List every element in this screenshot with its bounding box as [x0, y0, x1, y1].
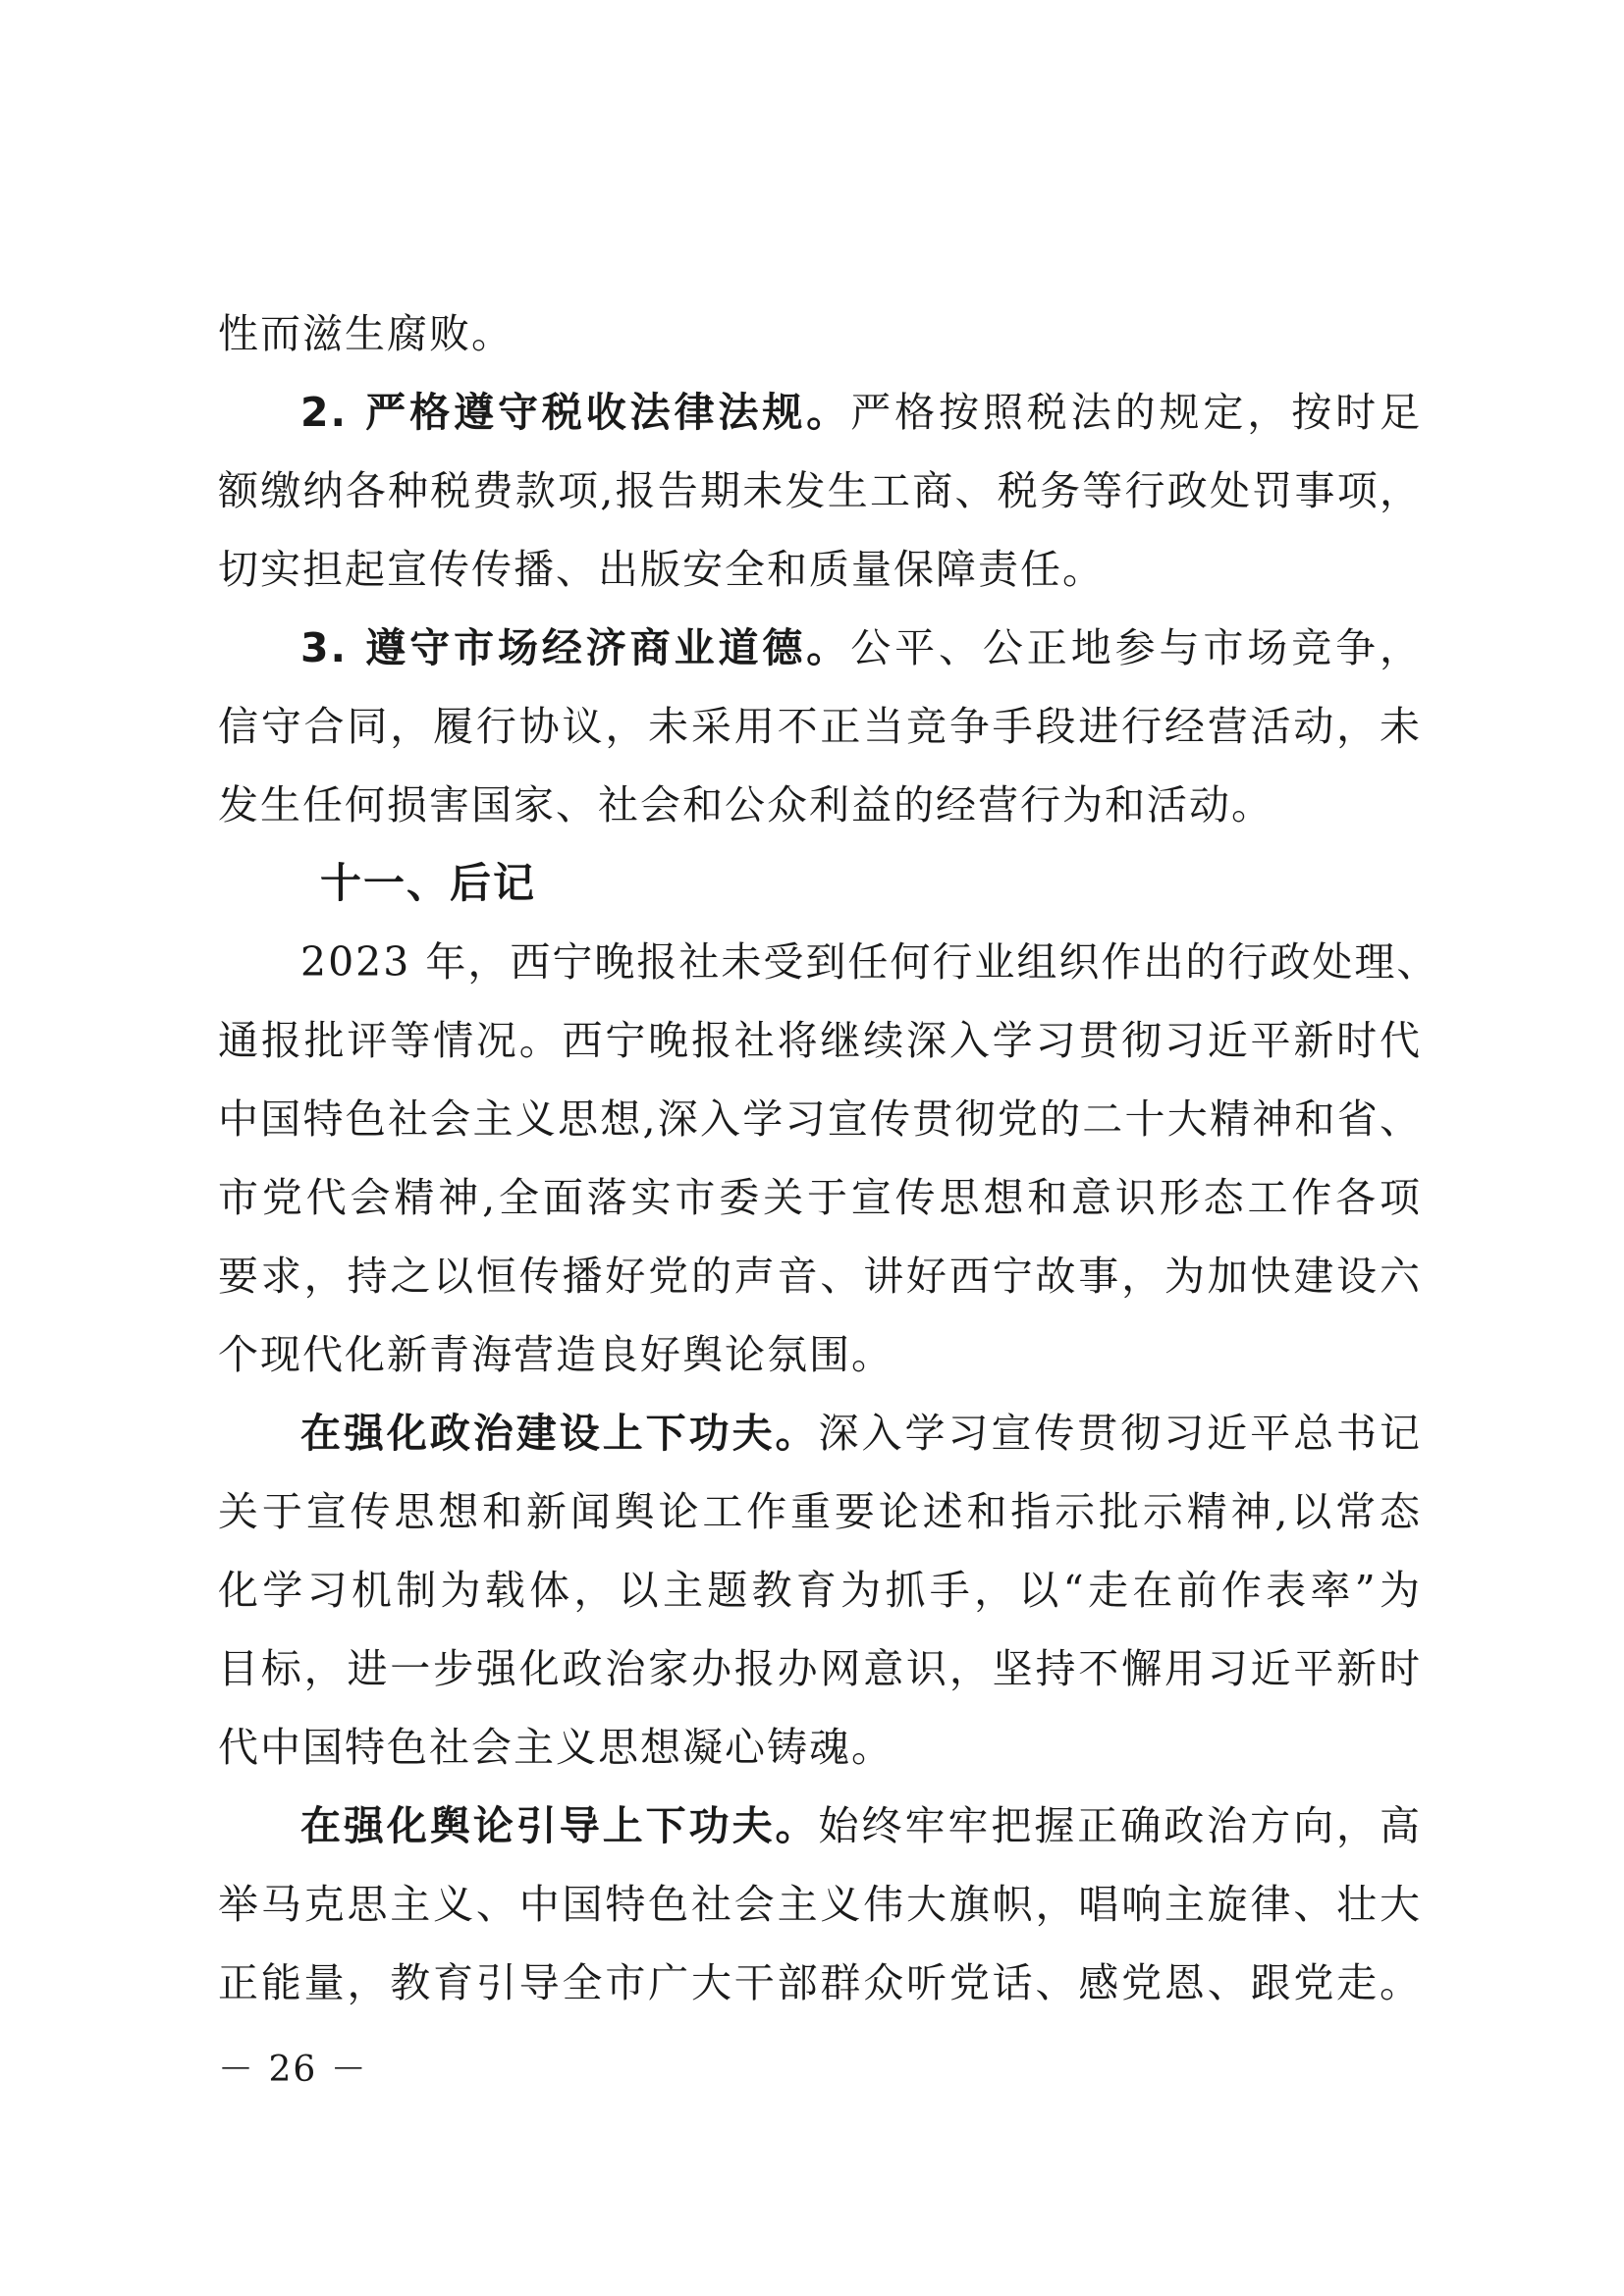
line-text: 市党代会精神,全面落实市委关于宣传思想和意识形态工作各项	[218, 1174, 1422, 1221]
line-text: 信守合同，履行协议，未采用不正当竞争手段进行经营活动，未	[218, 703, 1422, 750]
line-text: 关于宣传思想和新闻舆论工作重要论述和指示批示精神,以常态	[218, 1488, 1422, 1535]
text-line	[218, 1708, 1422, 1787]
line-text: 中国特色社会主义思想,深入学习宣传贯彻党的二十大精神和省、	[218, 1095, 1422, 1143]
text-line	[218, 1787, 1422, 1865]
text-line	[218, 1472, 1422, 1551]
section-heading: 十一、后记	[320, 859, 537, 907]
line-text: 始终牢牢把握正确政治方向，高	[818, 1802, 1423, 1849]
text-line	[218, 609, 1422, 687]
line-text: 个现代化新青海营造良好舆论氛围。	[218, 1331, 893, 1378]
line-text: 发生任何损害国家、社会和公众利益的经营行为和活动。	[218, 781, 1273, 828]
line-text: 要求，持之以恒传播好党的声音、讲好西宁故事，为加快建设六	[218, 1253, 1422, 1300]
line-text: 额缴纳各种税费款项,报告期未发生工商、税务等行政处罚事项，	[218, 467, 1422, 514]
text-line	[218, 1237, 1422, 1315]
line-text: 正能量，教育引导全市广大干部群众听党话、感党恩、跟党走。	[218, 1959, 1422, 2006]
text-line	[218, 687, 1422, 766]
text-line	[218, 923, 1439, 1001]
line-text: 公平、公正地参与市场竞争，	[850, 624, 1422, 671]
text-line	[218, 1001, 1422, 1080]
text-line	[218, 1629, 1422, 1708]
text-line	[218, 1865, 1422, 1944]
text-line	[218, 1080, 1422, 1158]
line-text: 代中国特色社会主义思想凝心铸魂。	[218, 1724, 893, 1771]
line-text: 化学习机制为载体，以主题教育为抓手，以“走在前作表率”为	[218, 1567, 1422, 1614]
text-line	[218, 1394, 1422, 1472]
page-number: － 26 －	[218, 2050, 368, 2090]
text-line	[218, 530, 1422, 609]
text-line	[218, 766, 1422, 844]
text-line	[218, 452, 1422, 530]
bold-lead: 在强化舆论引导上下功夫。	[300, 1802, 819, 1849]
text-line	[218, 373, 1422, 452]
line-text: 深入学习宣传贯彻习近平总书记	[818, 1410, 1423, 1457]
bold-lead: 2. 严格遵守税收法律法规。	[300, 389, 851, 436]
line-text: 通报批评等情况。西宁晚报社将继续深入学习贯彻习近平新时代	[218, 1017, 1422, 1064]
text-line	[218, 294, 1422, 373]
text-line	[218, 1944, 1422, 2022]
line-text: 目标，进一步强化政治家办报办网意识，坚持不懈用习近平新时	[218, 1645, 1422, 1692]
line-text: 切实担起宣传传播、出版安全和质量保障责任。	[218, 546, 1105, 593]
text-line	[218, 1551, 1422, 1629]
line-text: 2023 年，西宁晚报社未受到任何行业组织作出的行政处理、	[300, 938, 1439, 986]
line-text: 性而滋生腐败。	[218, 310, 514, 357]
text-line	[218, 1315, 1422, 1394]
bold-lead: 在强化政治建设上下功夫。	[300, 1410, 819, 1457]
line-text: 举马克思主义、中国特色社会主义伟大旗帜，唱响主旋律、壮大	[218, 1881, 1422, 1928]
bold-lead: 3. 遵守市场经济商业道德。	[300, 624, 851, 671]
body-text	[218, 294, 1439, 2022]
line-text: 严格按照税法的规定，按时足	[850, 389, 1422, 436]
text-line	[218, 1158, 1422, 1237]
